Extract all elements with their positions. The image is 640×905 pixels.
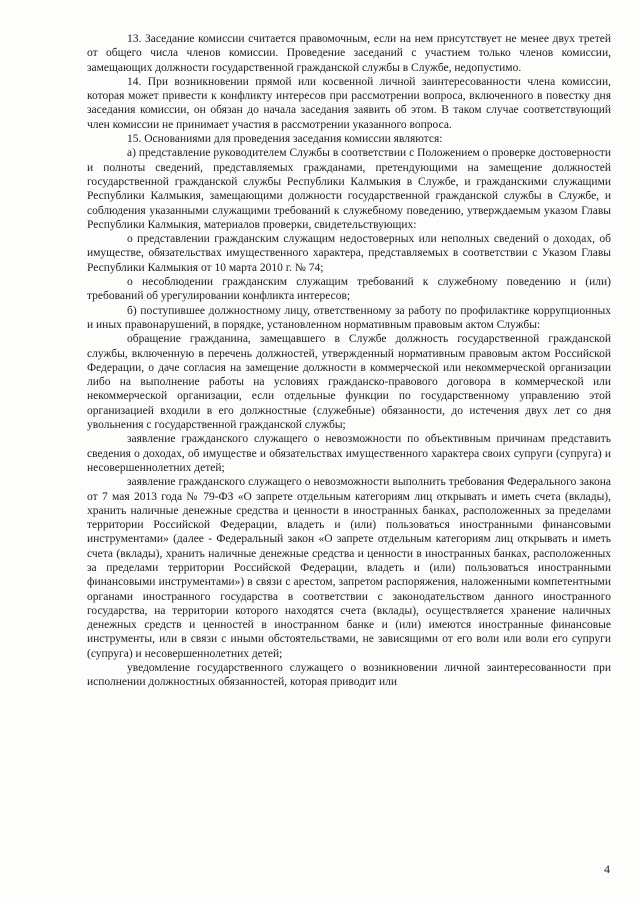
paragraph-15a: а) представление руководителем Службы в соответствии с Положением о проверке достоверности и полноты сведений, представляемых гражданами, претендующими на замещение должностей государственной гражданской службы Республики Калмыкия в Службе, и гражданскими служащими Республики Калмыкия, замещающими должности государственной гражданской службы в Службе, и соблюдения указанными служащими требований к служебному поведению, утверждаемым указом Главы Республики Калмыкия, материалов проверки, свидетельствующих: (87, 147, 611, 231)
paragraph-15b-item-4: уведомление государственного служащего о возникновении личной заинтересованности при исполнении должностных обязанностей, которая приводит или (87, 662, 611, 689)
paragraph-15b-item-3: заявление гражданского служащего о невозможности выполнить требования Федерального закона от 7 мая 2013 года № 79-ФЗ «О запрете отдельным категориям лиц открывать и иметь счета (вклады), хранить наличные денежные средства и ценности в иностранных банках, расположенных за пределами территории Российской Федерации, владеть и (или) пользоваться иностранными финансовыми инструментами» (далее - Федеральный закон «О запрете отдельным категориям лиц открывать и иметь счета (вклады), хранить наличные денежные средства и ценности в иностранных банках, расположенных за пределами территории Российской Федерации, владеть и (или) пользоваться иностранными финансовыми инструментами») в связи с арестом, запретом распоряжения, наложенными компетентными органами иностранного государства в соответствии с законодательством данного иностранного государства, на территории которого находятся счета (вклады), осуществляется хранение наличных денежных средств и ценностей в иностранном банке и (или) имеются иностранные финансовые инструменты, или в связи с иными обстоятельствами, не зависящими от его воли или воли его супруги (супруга) и несовершеннолетних детей; (87, 476, 611, 660)
paragraph-15b-item-1: обращение гражданина, замещавшего в Службе должность государственной гражданской службы, включенную в перечень должностей, утвержденный нормативным правовым актом Российской Федерации, о даче согласия на замещение должности в коммерческой или некоммерческой организации либо на выполнение работы на условиях гражданско-правового договора в коммерческой или некоммерческой организации, если отдельные функции по государственному управлению этой организацией входили в его должностные (служебные) обязанности, до истечения двух лет со дня увольнения с государственной гражданской службы; (87, 333, 611, 432)
paragraph-15a-item-1: о представлении гражданским служащим недостоверных или неполных сведений о доходах, об имуществе, обязательствах имущественного характера, представляемых в соответствии с Указом Главы Республики Калмыкия от 10 марта 2010 г. № 74; (87, 233, 611, 274)
paragraph-14: 14. При возникновении прямой или косвенной личной заинтересованности члена комиссии, которая может привести к конфликту интересов при рассмотрении вопроса, включенного в повестку дня заседания комиссии, он обязан до начала заседания заявить об этом. В таком случае соответствующий член комиссии не принимает участия в рассмотрении указанного вопроса. (87, 75, 611, 131)
page-number: 4 (604, 862, 610, 876)
paragraph-13: 13. Заседание комиссии считается правомочным, если на нем присутствует не менее двух третей от общего числа членов комиссии. Проведение заседаний с участием только членов комиссии, замещающих должности государственной гражданской службы в Службе, недопустимо. (87, 33, 611, 74)
paragraph-15b-item-2: заявление гражданского служащего о невозможности по объективным причинам представить сведения о доходах, об имуществе и обязательствах имущественного характера своих супруги (супруга) и несовершеннолетних детей; (87, 433, 611, 474)
paragraph-15: 15. Основаниями для проведения заседания комиссии являются: (127, 133, 443, 146)
document-body (87, 32, 611, 690)
paragraph-15a-item-2: о несоблюдении гражданским служащим требований к служебному поведению и (или) требований об урегулировании конфликта интересов; (87, 276, 611, 303)
paragraph-15b: б) поступившее должностному лицу, ответственному за работу по профилактике коррупционных и иных правонарушений, в порядке, установленном нормативным правовым актом Службы: (87, 304, 611, 331)
